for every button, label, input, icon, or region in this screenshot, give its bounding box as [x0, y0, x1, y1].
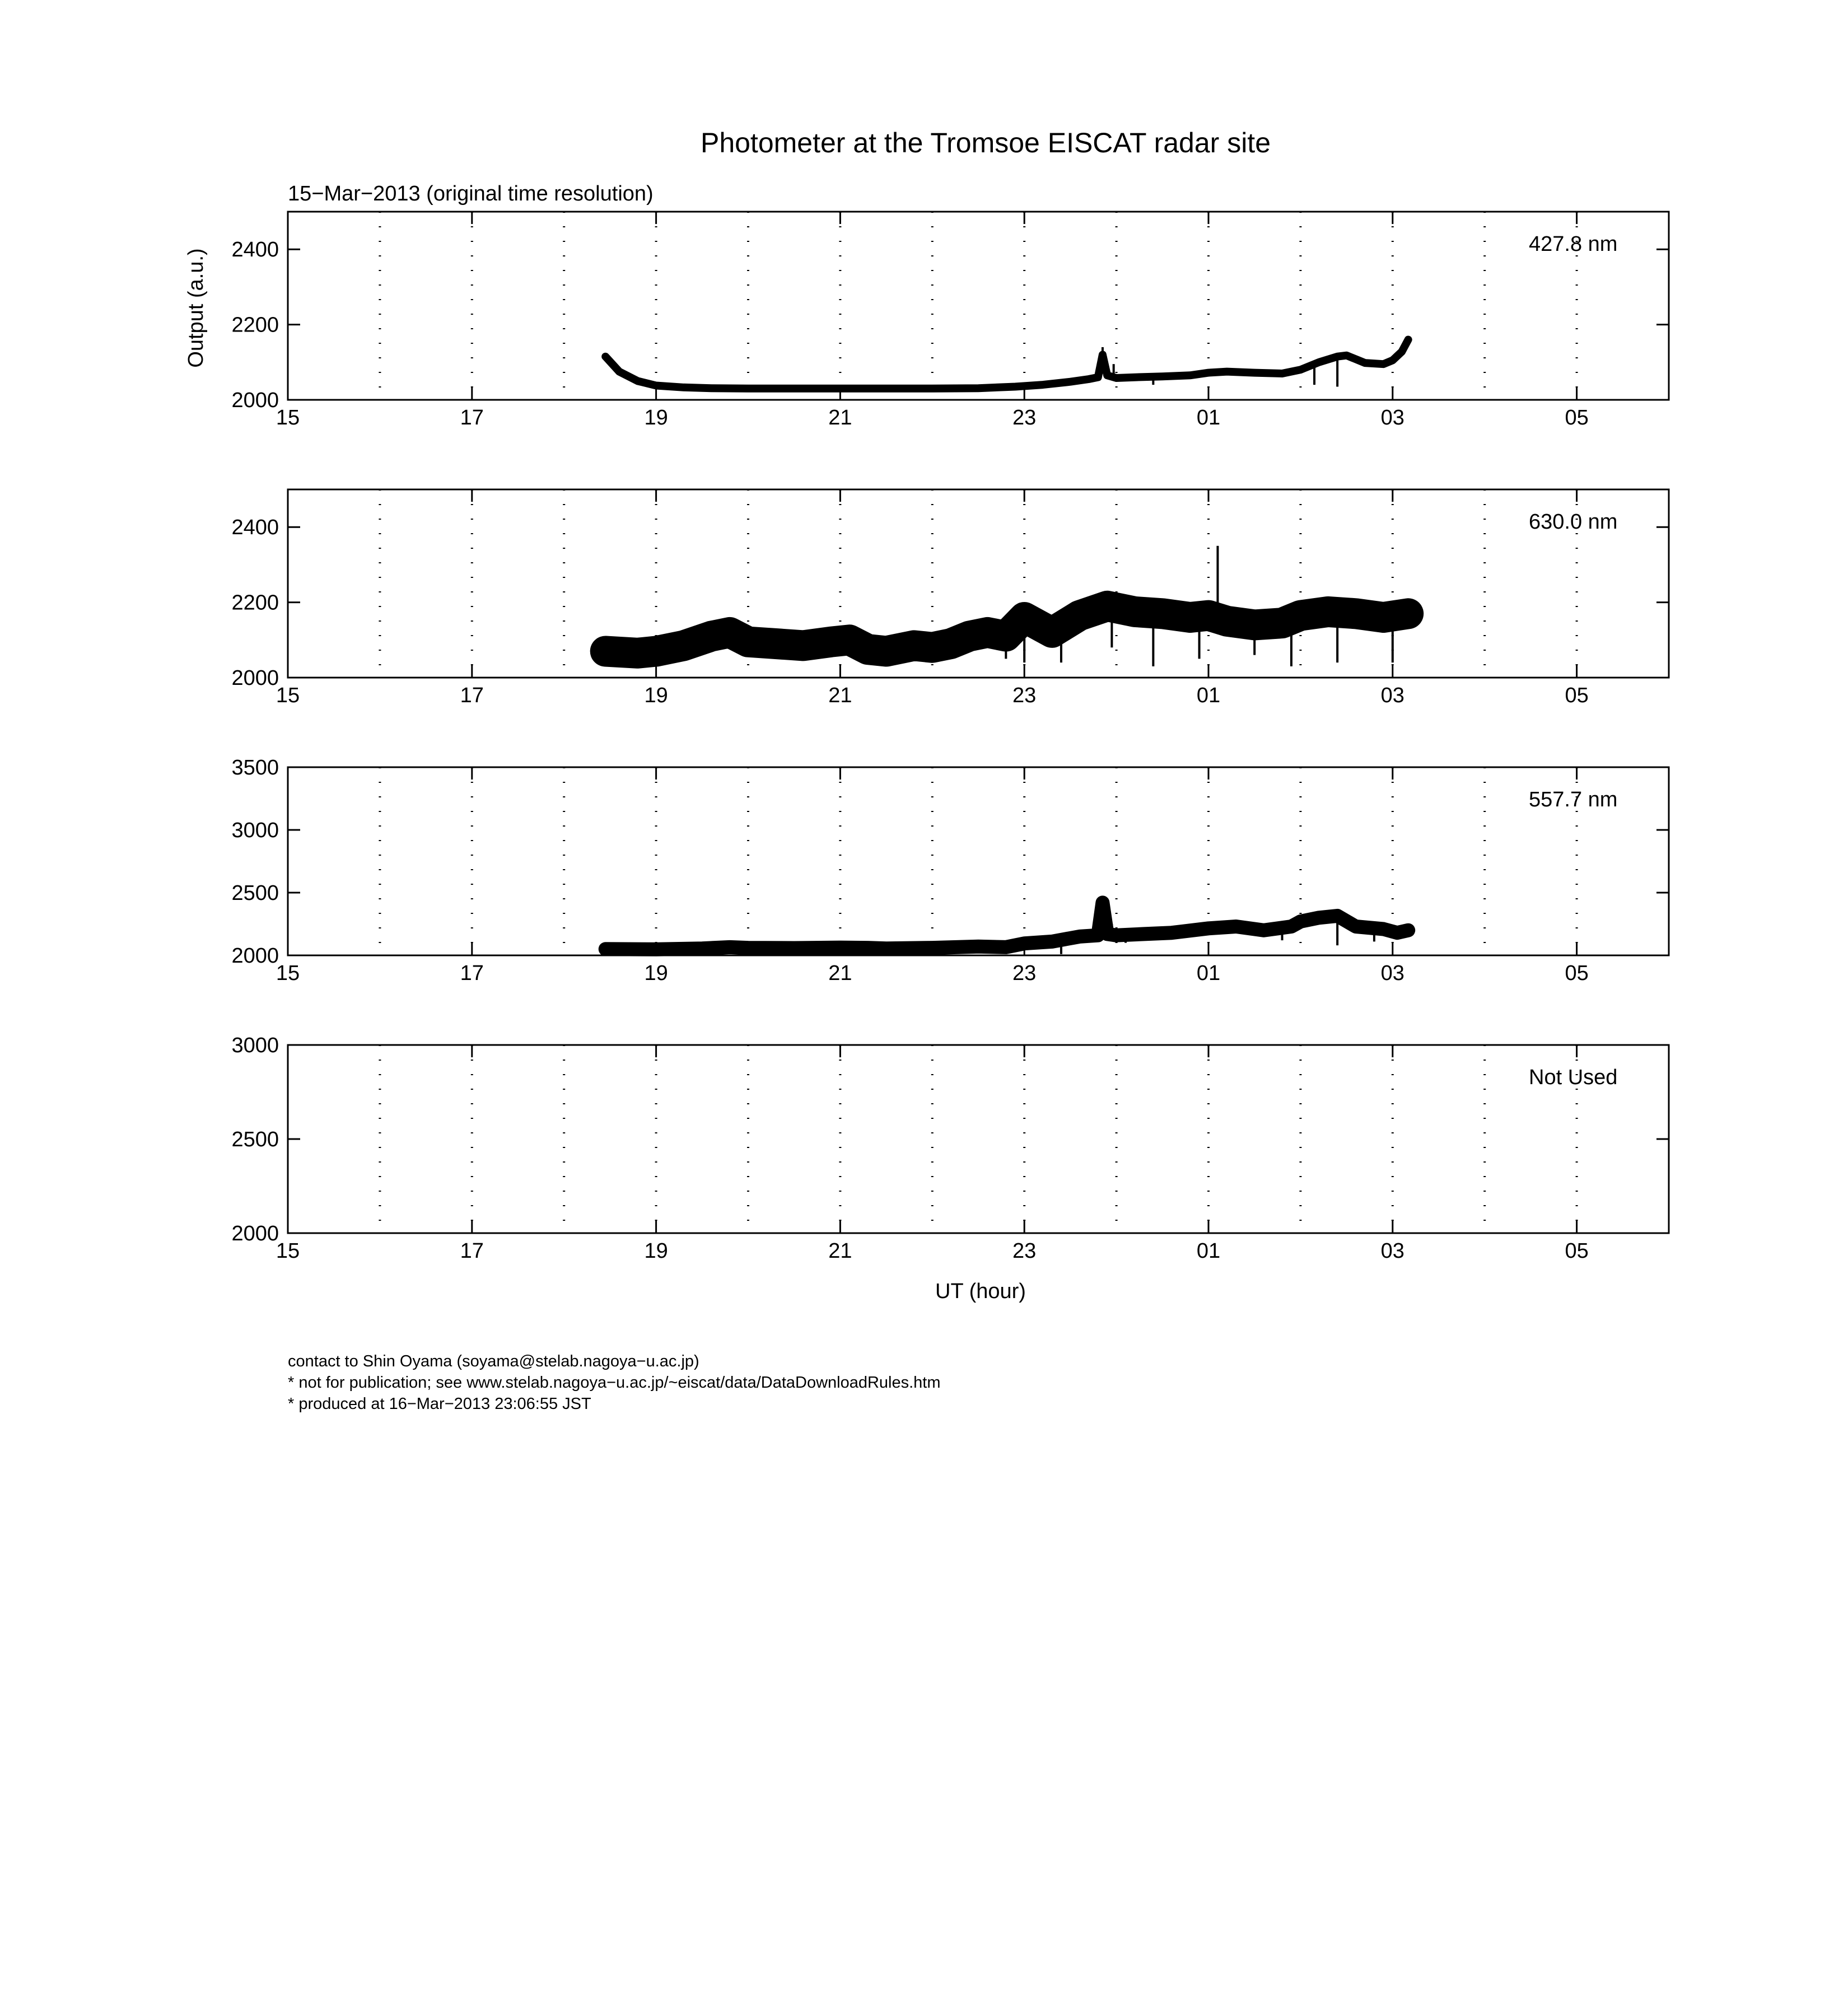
x-tick-label: 03 [1380, 406, 1404, 430]
series-label: 630.0 nm [1529, 510, 1618, 534]
y-tick-label: 2000 [231, 944, 279, 968]
x-tick-label: 05 [1565, 406, 1589, 430]
x-tick-label: 01 [1196, 684, 1221, 707]
y-tick-label: 3000 [231, 819, 279, 842]
x-tick-label: 01 [1196, 962, 1221, 985]
y-tick-label: 2200 [231, 591, 279, 615]
x-tick-label: 17 [460, 406, 484, 430]
plot-frame [288, 767, 1669, 955]
y-tick-label: 2400 [231, 238, 279, 262]
x-tick-label: 15 [276, 406, 300, 430]
y-tick-label: 2000 [231, 1222, 279, 1245]
x-tick-label: 21 [828, 1239, 852, 1263]
chart-title: Photometer at the Tromsoe EISCAT radar site [700, 127, 1271, 158]
panels [231, 212, 1669, 1263]
x-tick-label: 05 [1565, 962, 1589, 985]
y-tick-label: 2000 [231, 666, 279, 690]
x-tick-label: 21 [828, 684, 852, 707]
footer-contact: contact to Shin Oyama (soyama@stelab.nagoya−u.ac.jp) [288, 1352, 699, 1370]
y-tick-label: 2000 [231, 389, 279, 412]
x-tick-label: 15 [276, 1239, 300, 1263]
x-axis-label: UT (hour) [935, 1280, 1026, 1303]
x-tick-label: 19 [644, 684, 668, 707]
series-label: Not Used [1529, 1066, 1618, 1089]
x-tick-label: 17 [460, 962, 484, 985]
chart-subtitle: 15−Mar−2013 (original time resolution) [288, 182, 654, 206]
footer-produced: * produced at 16−Mar−2013 23:06:55 JST [288, 1395, 591, 1413]
series-band [605, 340, 1408, 389]
x-tick-label: 03 [1380, 684, 1404, 707]
x-tick-label: 23 [1012, 406, 1037, 430]
panel-4 [231, 1034, 1669, 1263]
footer-rules: * not for publication; see www.stelab.nagoya−u.ac.jp/~eiscat/data/DataDownloadRules.htm [288, 1374, 941, 1392]
footer [288, 1351, 941, 1415]
panel-2 [231, 489, 1669, 707]
x-tick-label: 23 [1012, 962, 1037, 985]
x-tick-label: 03 [1380, 1239, 1404, 1263]
y-tick-label: 3500 [231, 756, 279, 780]
x-tick-label: 19 [644, 962, 668, 985]
x-tick-label: 05 [1565, 684, 1589, 707]
x-tick-label: 19 [644, 406, 668, 430]
series-label: 427.8 nm [1529, 232, 1618, 256]
y-tick-label: 2500 [231, 881, 279, 905]
series-line [605, 340, 1408, 389]
x-tick-label: 23 [1012, 684, 1037, 707]
panel-1 [231, 212, 1669, 430]
x-tick-label: 15 [276, 684, 300, 707]
x-tick-label: 03 [1380, 962, 1404, 985]
plot-frame [288, 1045, 1669, 1233]
x-tick-label: 21 [828, 962, 852, 985]
x-tick-label: 05 [1565, 1239, 1589, 1263]
y-tick-label: 3000 [231, 1034, 279, 1057]
x-tick-label: 23 [1012, 1239, 1037, 1263]
x-tick-label: 19 [644, 1239, 668, 1263]
x-tick-label: 01 [1196, 406, 1221, 430]
panel-3 [231, 756, 1669, 985]
series-label: 557.7 nm [1529, 788, 1618, 811]
x-tick-label: 21 [828, 406, 852, 430]
y-tick-label: 2500 [231, 1128, 279, 1151]
x-tick-label: 15 [276, 962, 300, 985]
y-axis-label: Output (a.u.) [184, 248, 208, 368]
x-tick-label: 17 [460, 684, 484, 707]
y-tick-label: 2400 [231, 516, 279, 540]
plot-frame [288, 212, 1669, 400]
x-tick-label: 17 [460, 1239, 484, 1263]
x-tick-label: 01 [1196, 1239, 1221, 1263]
y-tick-label: 2200 [231, 313, 279, 337]
